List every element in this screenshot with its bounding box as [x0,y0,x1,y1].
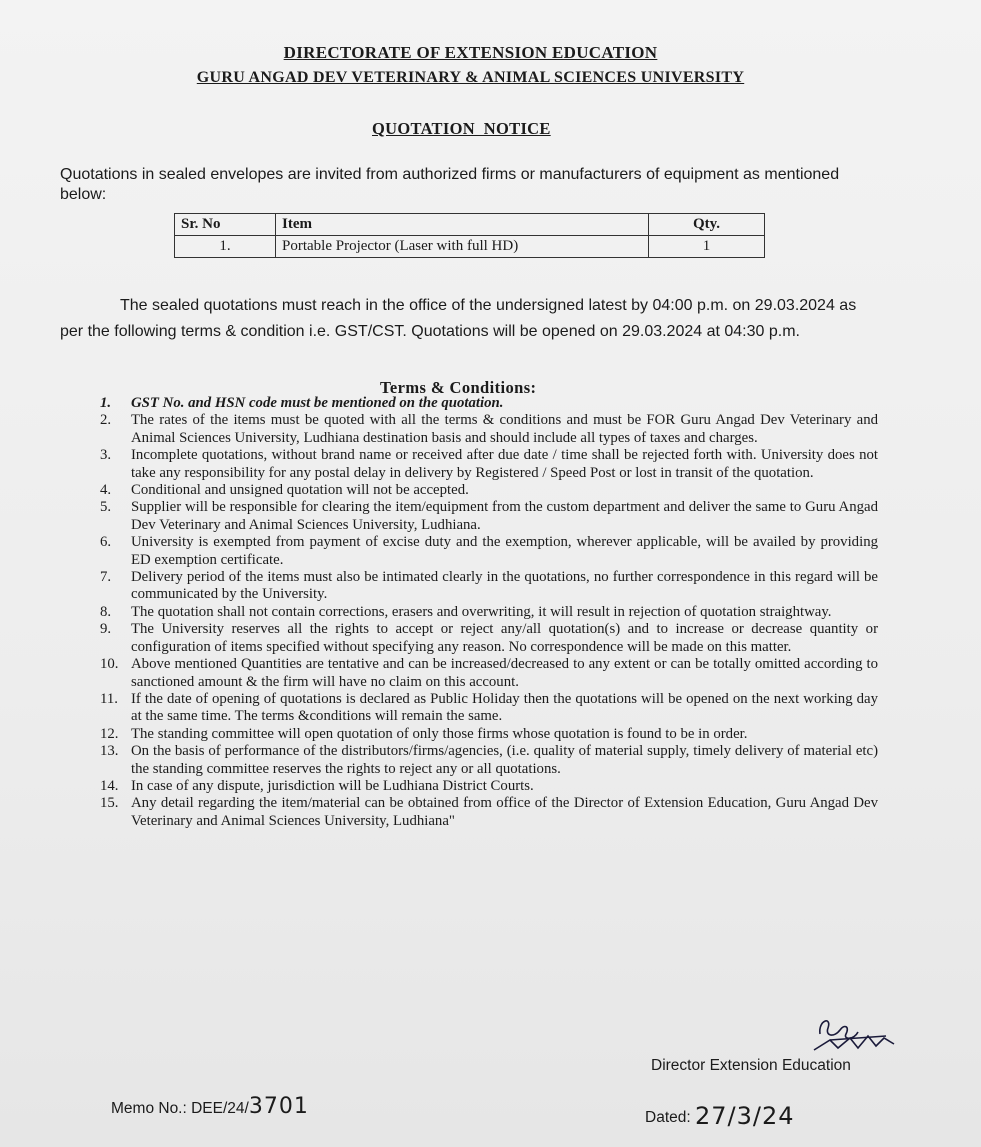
list-item [100,743,878,778]
term-number: 10. [100,656,119,673]
term-text: The standing committee will open quotation of only those firms whose quotation is found to be in order. [131,725,748,742]
column-header-item: Item [276,214,649,236]
list-item [100,569,878,604]
list-item [100,621,878,656]
list-item [100,726,878,743]
list-item [100,795,878,830]
term-text: On the basis of performance of the distributors/firms/agencies, (i.e. quality of material supply, timely delivery of material etc) the standing committee reserves the rights to reject any or all quotations. [131,743,878,777]
term-number: 9. [100,621,112,638]
university-heading: GURU ANGAD DEV VETERINARY & ANIMAL SCIENCES UNIVERSITY [196,69,745,86]
items-table [174,213,765,258]
term-number: 3. [100,447,112,464]
date-line [645,1100,795,1128]
directorate-heading: DIRECTORATE OF EXTENSION EDUCATION [283,43,658,62]
cell-item: Portable Projector (Laser with full HD) [276,236,649,258]
term-number: 14. [100,777,119,794]
term-text: Conditional and unsigned quotation will not be accepted. [131,482,469,499]
list-item [100,604,878,621]
term-text: The University reserves all the rights to accept or reject any/all quotation(s) and to increase or decrease quantity or configuration of items specified without specifying any reason. No correspondence will be made on this matter. [131,621,878,655]
term-text: Any detail regarding the item/material can be obtained from office of the Director of Extension Education, Guru Angad Dev Veterinary and Animal Sciences University, Ludhiana" [131,795,878,829]
terms-list [100,395,878,830]
term-text: University is exempted from payment of excise duty and the exemption, wherever applicable, will be availed by providing ED exemption certificate. [131,534,878,568]
term-number: 11. [100,690,118,707]
list-item [100,395,878,412]
term-number: 12. [100,725,119,742]
notice-title: QUOTATION NOTICE [372,119,551,138]
term-text: The rates of the items must be quoted with all the terms & conditions and must be FOR Guru Angad Dev Veterinary and Animal Sciences University, Ludhiana destination basis and should include all types of taxes and charges. [131,412,878,446]
term-number: 13. [100,743,119,760]
term-number: 2. [100,412,112,429]
signatory-title: Director Extension Education [651,1057,851,1074]
intro-paragraph: Quotations in sealed envelopes are invited from authorized firms or manufacturers of equipment as mentioned below: [60,166,840,203]
term-text: Incomplete quotations, without brand name or received after due date / time shall be rejected forth with. University does not take any responsibility for any postal delay in delivery by Registered / Speed Post or lost in transit of the quotation. [131,447,878,481]
list-item [100,412,878,447]
column-header-qty: Qty. [649,214,765,236]
list-item [100,691,878,726]
term-text: Delivery period of the items must also be intimated clearly in the quotations, no further correspondence in this regard will be communicated by the University. [131,569,878,603]
term-number: 6. [100,534,112,551]
list-item [100,482,878,499]
term-number: 7. [100,569,112,586]
list-item [100,499,878,534]
term-number: 8. [100,603,112,620]
term-text: GST No. and HSN code must be mentioned on the quotation. [131,395,504,411]
table-header-row [175,214,765,236]
handwritten-signature [810,1010,900,1060]
term-text: If the date of opening of quotations is declared as Public Holiday then the quotations will be opened on the next working day at the same time. The terms &conditions will remain the same. [131,690,878,725]
term-number: 5. [100,499,112,516]
submission-paragraph [60,293,880,345]
date-handwritten-value: 27/3/24 [694,1102,795,1130]
memo-handwritten-number: 3701 [248,1094,309,1119]
submission-text: The sealed quotations must reach in the office of the undersigned latest by 04:00 p.m. on 29.03.2024 as per the following terms & condition i.e. GST/CST. Quotations will be opened on 29.03.2024 at 04:30 p.m. [60,297,857,340]
cell-sr-no: 1. [175,236,276,258]
list-item [100,778,878,795]
term-number: 4. [100,482,112,499]
memo-number [111,1094,309,1119]
term-number: 15. [100,795,119,812]
list-item [100,534,878,569]
date-label: Dated: [645,1109,691,1126]
term-text: Supplier will be responsible for clearing the item/equipment from the custom department and deliver the same to Guru Angad Dev Veterinary and Animal Sciences University, Ludhiana. [131,499,878,533]
terms-title: Terms & Conditions: [380,378,537,397]
term-number: 1. [100,395,112,411]
memo-label: Memo No.: DEE/24/ [111,1100,249,1117]
term-text: Above mentioned Quantities are tentative and can be increased/decreased to any extent or can be totally omitted according to sanctioned amount & the firm will have no claim on this account. [131,656,878,690]
column-header-sr-no: Sr. No [175,214,276,236]
list-item [100,656,878,691]
term-text: In case of any dispute, jurisdiction will be Ludhiana District Courts. [131,777,534,794]
cell-qty: 1 [649,236,765,258]
table-row [175,236,765,258]
term-text: The quotation shall not contain corrections, erasers and overwriting, it will result in rejection of quotation straightway. [131,603,832,620]
list-item [100,447,878,482]
